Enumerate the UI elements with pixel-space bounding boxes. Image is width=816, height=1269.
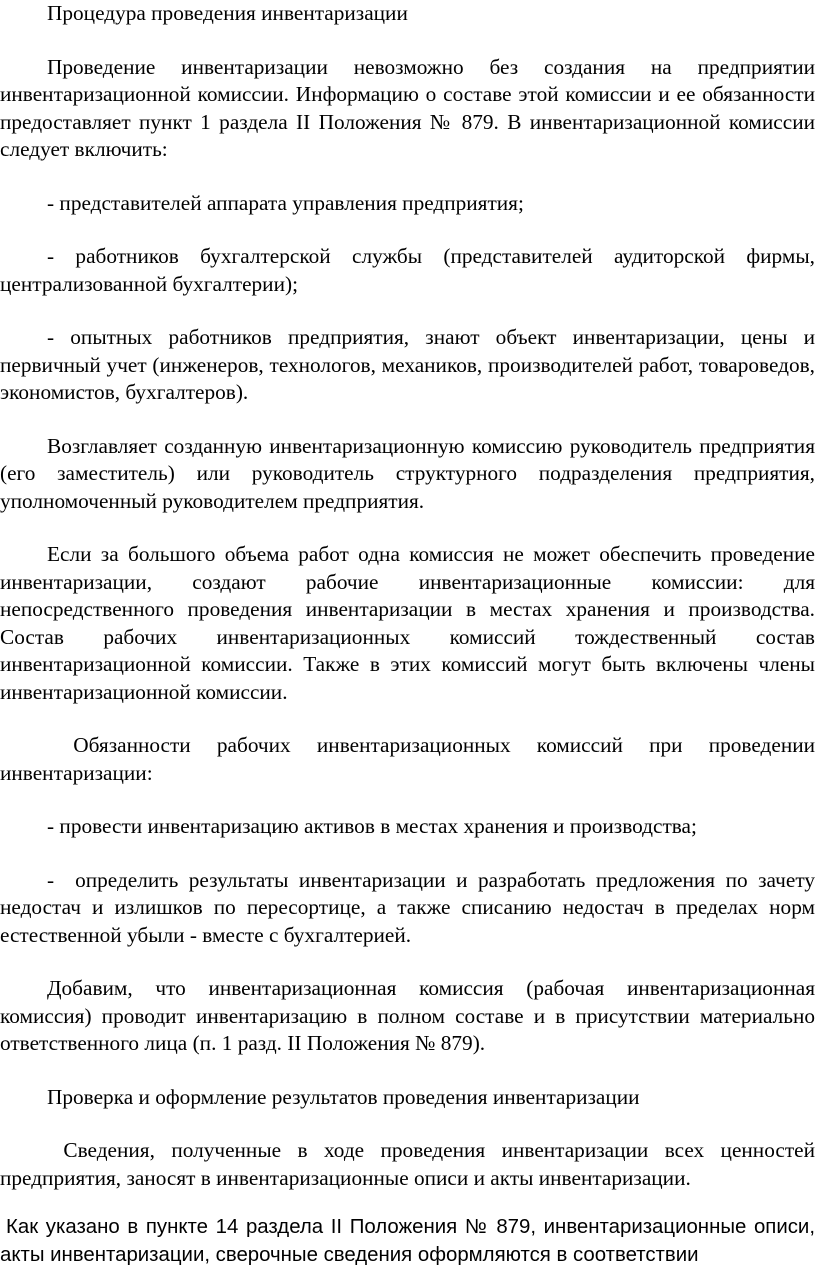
list-item-conduct-inventory: - провести инвентаризацию активов в местах хранения и производства;: [47, 814, 697, 838]
paragraph-full-composition: Добавим, что инвентаризационная комиссия (рабочая инвентаризационная комиссия) проводит инвентаризацию в полном составе и в присутствии материально ответственного лица (п. 1 разд. II Положения № 879).: [0, 976, 815, 1055]
list-item-management: - представителей аппарата управления предприятия;: [47, 190, 524, 215]
heading-procedure: Процедура проведения инвентаризации: [47, 1, 408, 25]
paragraph-point-14: Как указано в пункте 14 раздела II Положения № 879, инвентаризационные описи, акты инвентаризации, сверочные сведения оформляются в соответствии: [0, 1216, 815, 1266]
list-item-experienced-workers: - опытных работников предприятия, знают объект инвентаризации, цены и первичный учет (инженеров, технологов, механиков, производителей работ, товароведов, экономистов, бухгалтеров).: [0, 325, 815, 404]
paragraph-commission-creation: Проведение инвентаризации невозможно без создания на предприятии инвентаризационной комиссии. Информацию о составе этой комиссии и ее обязанности предоставляет пункт 1 раздела II Положения № 879. В инвентаризационной комиссии следует включить:: [0, 54, 815, 161]
paragraph-commission-head: Возглавляет созданную инвентаризационную комиссию руководитель предприятия (его заместитель) или руководитель структурного подразделения предприятия, уполномоченный руководителем предприятия.: [0, 433, 815, 513]
paragraph-duties: Обязанности рабочих инвентаризационных комиссий при проведении инвентаризации:: [0, 733, 816, 785]
heading-check-results: Проверка и оформление результатов проведения инвентаризации: [47, 1084, 640, 1109]
list-item-determine-results: - определить результаты инвентаризации и разработать предложения по зачету недостач и излишков по пересортице, а также списанию недостач в пределах норм естественной убыли - вместе с бухгалтерией.: [0, 867, 815, 947]
paragraph-working-commissions: Если за большого объема работ одна комиссия не может обеспечить проведение инвентаризации, создают рабочие инвентаризационные комиссии: для непосредственного проведения инвентаризации в местах хранения и производства. Состав рабочих инвентаризационных комиссий тождественный состав инвентаризационной комиссии. Также в этих комиссий могут быть включены члены инвентаризационной комиссии.: [0, 542, 815, 704]
list-item-accounting: - работников бухгалтерской службы (представителей аудиторской фирмы, централизованной бухгалтерии);: [0, 244, 815, 296]
paragraph-records: Сведения, полученные в ходе проведения инвентаризации всех ценностей предприятия, заносят в инвентаризационные описи и акты инвентаризации.: [0, 1138, 815, 1190]
